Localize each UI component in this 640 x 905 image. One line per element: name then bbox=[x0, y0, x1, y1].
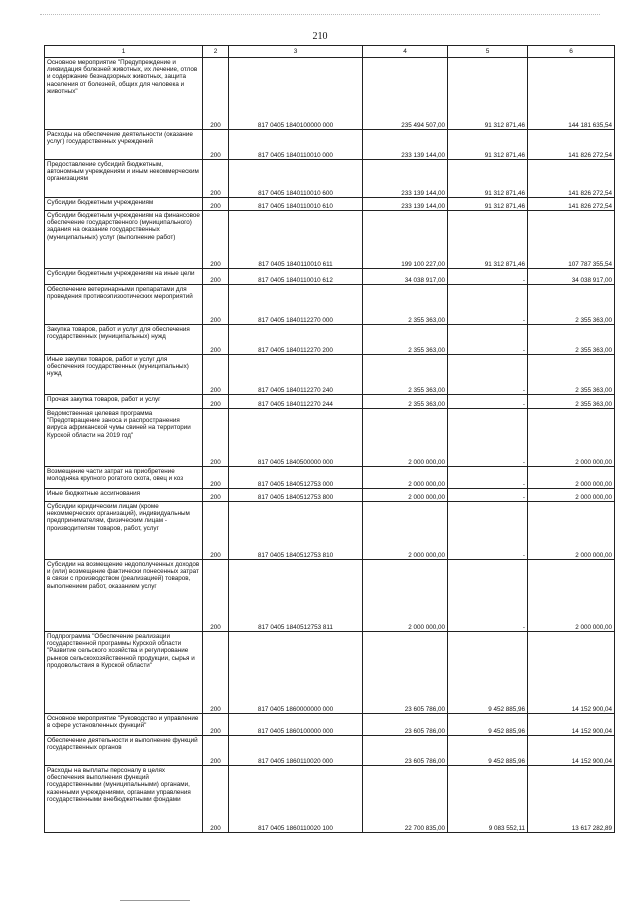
row-line-code: 200 bbox=[203, 269, 229, 285]
row-approved: 23 605 786,00 bbox=[363, 714, 448, 736]
row-executed: - bbox=[448, 269, 528, 285]
row-remaining: 2 000 000,00 bbox=[528, 502, 615, 560]
row-line-code: 200 bbox=[203, 467, 229, 489]
row-budget-code: 817 0405 1840110010 611 bbox=[229, 211, 363, 269]
row-name: Субсидии юридическим лицам (кроме некоммерческих организаций), индивидуальным предпринимателям, физическим лицам - производителям товаров, работ, услуг bbox=[45, 502, 203, 560]
row-remaining: 141 826 272,54 bbox=[528, 130, 615, 160]
row-line-code: 200 bbox=[203, 489, 229, 502]
row-line-code: 200 bbox=[203, 736, 229, 766]
row-remaining: 34 038 917,00 bbox=[528, 269, 615, 285]
row-remaining: 14 152 900,04 bbox=[528, 632, 615, 714]
page-number: 210 bbox=[312, 31, 328, 42]
row-name: Субсидии бюджетным учреждениям на иные цели bbox=[45, 269, 203, 285]
row-name: Предоставление субсидий бюджетным, автономным учреждениям и иным некоммерческим организациям bbox=[45, 160, 203, 198]
row-line-code: 200 bbox=[203, 632, 229, 714]
row-remaining: 13 617 282,89 bbox=[528, 766, 615, 833]
row-budget-code: 817 0405 1840112270 200 bbox=[229, 325, 363, 355]
table-row bbox=[45, 269, 615, 285]
table-row bbox=[45, 489, 615, 502]
row-executed: - bbox=[448, 467, 528, 489]
table-row bbox=[45, 285, 615, 325]
row-executed: 9 452 885,96 bbox=[448, 714, 528, 736]
row-executed: 9 452 885,96 bbox=[448, 632, 528, 714]
table-row bbox=[45, 736, 615, 766]
row-remaining: 2 355 363,00 bbox=[528, 395, 615, 409]
row-executed: - bbox=[448, 285, 528, 325]
row-remaining: 2 355 363,00 bbox=[528, 355, 615, 395]
row-name: Иные бюджетные ассигнования bbox=[45, 489, 203, 502]
row-budget-code: 817 0405 1840512753 800 bbox=[229, 489, 363, 502]
row-budget-code: 817 0405 1860000000 000 bbox=[229, 632, 363, 714]
row-remaining: 2 000 000,00 bbox=[528, 467, 615, 489]
row-line-code: 200 bbox=[203, 160, 229, 198]
row-approved: 2 355 363,00 bbox=[363, 325, 448, 355]
row-approved: 2 000 000,00 bbox=[363, 502, 448, 560]
row-approved: 2 355 363,00 bbox=[363, 355, 448, 395]
table-row bbox=[45, 502, 615, 560]
row-line-code: 200 bbox=[203, 285, 229, 325]
table-row bbox=[45, 714, 615, 736]
table-row bbox=[45, 766, 615, 833]
row-line-code: 200 bbox=[203, 198, 229, 211]
row-name: Обеспечение деятельности и выполнение функций государственных органов bbox=[45, 736, 203, 766]
top-dotted-line bbox=[40, 14, 600, 16]
row-remaining: 14 152 900,04 bbox=[528, 736, 615, 766]
table-row bbox=[45, 467, 615, 489]
row-approved: 233 139 144,00 bbox=[363, 160, 448, 198]
row-executed: - bbox=[448, 325, 528, 355]
row-line-code: 200 bbox=[203, 714, 229, 736]
table-row bbox=[45, 409, 615, 467]
row-budget-code: 817 0405 1840112270 000 bbox=[229, 285, 363, 325]
row-approved: 2 000 000,00 bbox=[363, 409, 448, 467]
header-col-5: 5 bbox=[448, 46, 528, 58]
row-approved: 22 700 835,00 bbox=[363, 766, 448, 833]
row-executed: - bbox=[448, 502, 528, 560]
row-remaining: 107 787 355,54 bbox=[528, 211, 615, 269]
row-budget-code: 817 0405 1840512753 000 bbox=[229, 467, 363, 489]
row-name: Ведомственная целевая программа "Предотвращение заноса и распространения вируса африканской чумы свиней на территории Курской области на 2019 год" bbox=[45, 409, 203, 467]
row-budget-code: 817 0405 1840500000 000 bbox=[229, 409, 363, 467]
table-row bbox=[45, 211, 615, 269]
row-budget-code: 817 0405 1860110020 100 bbox=[229, 766, 363, 833]
row-name: Основное мероприятие "Предупреждение и ликвидация болезней животных, их лечение, отлов и содержание безнадзорных животных, защита населения от болезней, общих для человека и животных" bbox=[45, 58, 203, 130]
row-approved: 23 605 786,00 bbox=[363, 632, 448, 714]
row-approved: 2 355 363,00 bbox=[363, 395, 448, 409]
row-remaining: 141 826 272,54 bbox=[528, 160, 615, 198]
row-executed: - bbox=[448, 395, 528, 409]
bottom-line bbox=[120, 900, 190, 902]
row-executed: - bbox=[448, 355, 528, 395]
row-remaining: 144 181 635,54 bbox=[528, 58, 615, 130]
row-budget-code: 817 0405 1840112270 244 bbox=[229, 395, 363, 409]
table-row bbox=[45, 632, 615, 714]
table-row bbox=[45, 130, 615, 160]
row-budget-code: 817 0405 1860110020 000 bbox=[229, 736, 363, 766]
row-line-code: 200 bbox=[203, 58, 229, 130]
table-row bbox=[45, 395, 615, 409]
header-col-2: 2 bbox=[203, 46, 229, 58]
row-name: Прочая закупка товаров, работ и услуг bbox=[45, 395, 203, 409]
row-remaining: 2 355 363,00 bbox=[528, 325, 615, 355]
row-name: Расходы на выплаты персоналу в целях обеспечения выполнения функций государственными (муниципальными) органами, казенными учреждениями, органами управления государственными внебюджетными фондами bbox=[45, 766, 203, 833]
row-name: Основное мероприятие "Руководство и управление в сфере установленных функций" bbox=[45, 714, 203, 736]
row-executed: - bbox=[448, 409, 528, 467]
row-name: Обеспечение ветеринарными препаратами для проведения противоэпизоотических мероприятий bbox=[45, 285, 203, 325]
row-executed: - bbox=[448, 489, 528, 502]
row-name: Субсидии бюджетным учреждениям bbox=[45, 198, 203, 211]
row-executed: 91 312 871,46 bbox=[448, 160, 528, 198]
row-approved: 199 100 227,00 bbox=[363, 211, 448, 269]
row-line-code: 200 bbox=[203, 502, 229, 560]
row-approved: 233 139 144,00 bbox=[363, 198, 448, 211]
row-remaining: 14 152 900,04 bbox=[528, 714, 615, 736]
row-approved: 2 000 000,00 bbox=[363, 467, 448, 489]
row-budget-code: 817 0405 1840512753 810 bbox=[229, 502, 363, 560]
table-row bbox=[45, 160, 615, 198]
row-executed: - bbox=[448, 560, 528, 632]
table-row bbox=[45, 355, 615, 395]
row-budget-code: 817 0405 1840110010 000 bbox=[229, 130, 363, 160]
row-approved: 2 000 000,00 bbox=[363, 560, 448, 632]
row-line-code: 200 bbox=[203, 130, 229, 160]
header-col-3: 3 bbox=[229, 46, 363, 58]
row-line-code: 200 bbox=[203, 325, 229, 355]
row-line-code: 200 bbox=[203, 211, 229, 269]
row-remaining: 2 000 000,00 bbox=[528, 409, 615, 467]
row-line-code: 200 bbox=[203, 409, 229, 467]
row-budget-code: 817 0405 1840110010 612 bbox=[229, 269, 363, 285]
budget-table bbox=[44, 45, 615, 833]
row-line-code: 200 bbox=[203, 560, 229, 632]
row-name: Подпрограмма "Обеспечение реализации государственной программы Курской области "Развитие сельского хозяйства и регулирование рынков сельскохозяйственной продукции, сырья и продовольствия в Курской области" bbox=[45, 632, 203, 714]
row-executed: 91 312 871,46 bbox=[448, 130, 528, 160]
row-approved: 233 139 144,00 bbox=[363, 130, 448, 160]
row-name: Субсидии бюджетным учреждениям на финансовое обеспечение государственного (муниципального) задания на оказание государственных (муниципальных) услуг (выполнение работ) bbox=[45, 211, 203, 269]
header-col-1: 1 bbox=[45, 46, 203, 58]
table-row bbox=[45, 325, 615, 355]
row-remaining: 141 826 272,54 bbox=[528, 198, 615, 211]
row-approved: 235 494 507,00 bbox=[363, 58, 448, 130]
row-executed: 91 312 871,46 bbox=[448, 211, 528, 269]
row-budget-code: 817 0405 1840110010 600 bbox=[229, 160, 363, 198]
row-approved: 2 000 000,00 bbox=[363, 489, 448, 502]
row-line-code: 200 bbox=[203, 766, 229, 833]
row-budget-code: 817 0405 1840110010 610 bbox=[229, 198, 363, 211]
table-row bbox=[45, 198, 615, 211]
table-row bbox=[45, 58, 615, 130]
header-col-4: 4 bbox=[363, 46, 448, 58]
row-line-code: 200 bbox=[203, 395, 229, 409]
row-budget-code: 817 0405 1840512753 811 bbox=[229, 560, 363, 632]
row-name: Возмещение части затрат на приобретение молодняка крупного рогатого скота, овец и коз bbox=[45, 467, 203, 489]
row-executed: 9 083 552,11 bbox=[448, 766, 528, 833]
row-budget-code: 817 0405 1860100000 000 bbox=[229, 714, 363, 736]
table-header-row bbox=[45, 46, 615, 58]
row-approved: 2 355 363,00 bbox=[363, 285, 448, 325]
row-remaining: 2 355 363,00 bbox=[528, 285, 615, 325]
row-name: Расходы на обеспечение деятельности (оказание услуг) государственных учреждений bbox=[45, 130, 203, 160]
row-executed: 91 312 871,46 bbox=[448, 198, 528, 211]
row-remaining: 2 000 000,00 bbox=[528, 489, 615, 502]
row-budget-code: 817 0405 1840112270 240 bbox=[229, 355, 363, 395]
row-budget-code: 817 0405 1840100000 000 bbox=[229, 58, 363, 130]
row-line-code: 200 bbox=[203, 355, 229, 395]
table-row bbox=[45, 560, 615, 632]
row-name: Закупка товаров, работ и услуг для обеспечения государственных (муниципальных) нужд bbox=[45, 325, 203, 355]
row-executed: 91 312 871,46 bbox=[448, 58, 528, 130]
header-col-6: 6 bbox=[528, 46, 615, 58]
row-remaining: 2 000 000,00 bbox=[528, 560, 615, 632]
row-name: Субсидии на возмещение недополученных доходов и (или) возмещение фактически понесенных затрат в связи с производством (реализацией) товаров, выполнением работ, оказанием услуг bbox=[45, 560, 203, 632]
row-name: Иные закупки товаров, работ и услуг для обеспечения государственных (муниципальных) нужд bbox=[45, 355, 203, 395]
row-approved: 34 038 917,00 bbox=[363, 269, 448, 285]
row-approved: 23 605 786,00 bbox=[363, 736, 448, 766]
row-executed: 9 452 885,96 bbox=[448, 736, 528, 766]
